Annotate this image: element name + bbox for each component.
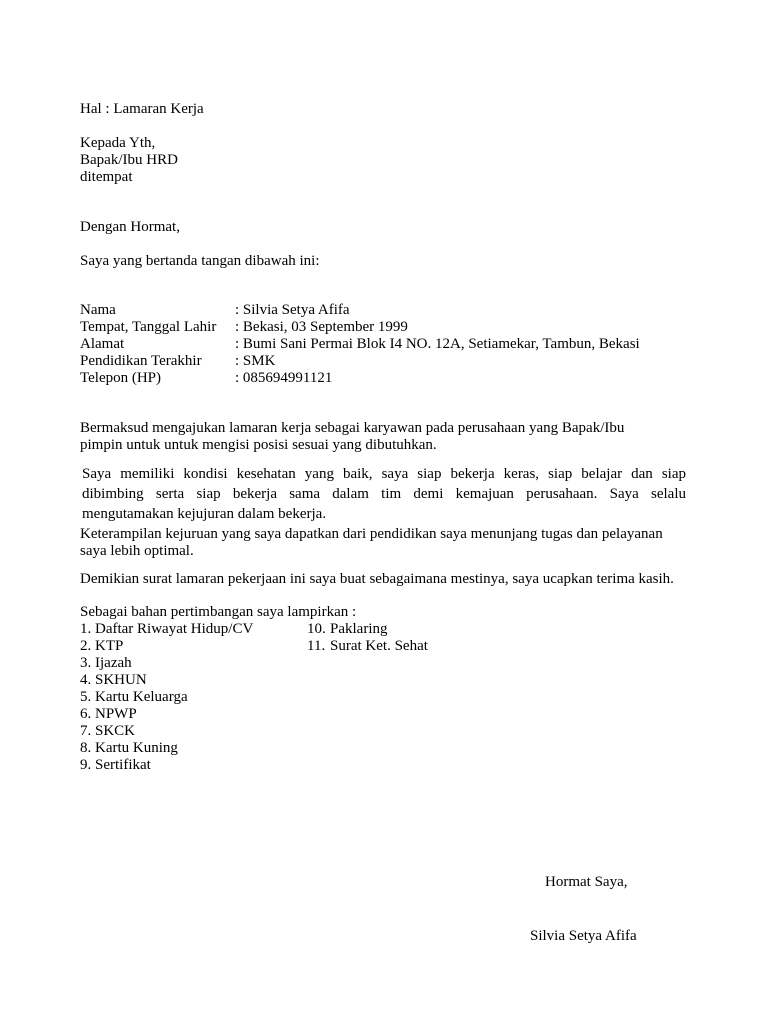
- paragraph-line: Saya memiliki kondisi kesehatan yang baik, saya siap bekerja keras, siap belajar dan siap: [82, 466, 686, 482]
- attachment-number: 3.: [80, 655, 92, 671]
- paragraph-line: Bermaksud mengajukan lamaran kerja sebagai karyawan pada perusahaan yang Bapak/Ibu: [80, 420, 625, 436]
- attachment-number: 10.: [307, 621, 326, 637]
- signature-name: Silvia Setya Afifa: [530, 928, 637, 944]
- attachment-item: Kartu Kuning: [95, 740, 178, 756]
- signoff: Hormat Saya,: [545, 874, 628, 890]
- identity-label: Tempat, Tanggal Lahir: [80, 319, 217, 335]
- subject-line: Hal : Lamaran Kerja: [80, 101, 204, 117]
- attachment-number: 9.: [80, 757, 92, 773]
- greeting: Dengan Hormat,: [80, 219, 180, 235]
- attachment-item: KTP: [95, 638, 124, 654]
- identity-value: : SMK: [235, 353, 276, 369]
- recipient-line-3: ditempat: [80, 169, 133, 185]
- paragraph-line: Keterampilan kejuruan yang saya dapatkan dari pendidikan saya menunjang tugas dan pelayanan: [80, 526, 663, 542]
- attachment-item: SKCK: [95, 723, 136, 739]
- identity-value: : Bekasi, 03 September 1999: [235, 319, 408, 335]
- identity-value: : 085694991121: [235, 370, 333, 386]
- attachment-number: 5.: [80, 689, 92, 705]
- paragraph-line: mengutamakan kejujuran dalam bekerja.: [82, 506, 327, 522]
- attachment-item: Kartu Keluarga: [95, 689, 188, 705]
- attachment-item: Paklaring: [330, 621, 388, 637]
- attachment-number: 2.: [80, 638, 92, 654]
- attachments-intro: Sebagai bahan pertimbangan saya lampirkan :: [80, 604, 357, 620]
- recipient-line-2: Bapak/Ibu HRD: [80, 152, 178, 168]
- identity-label: Pendidikan Terakhir: [80, 353, 202, 369]
- attachment-number: 4.: [80, 672, 92, 688]
- closing-paragraph: Demikian surat lamaran pekerjaan ini saya buat sebagaimana mestinya, saya ucapkan terima kasih.: [80, 571, 674, 587]
- identity-label: Alamat: [80, 336, 125, 352]
- attachment-item: Ijazah: [95, 655, 132, 671]
- attachment-number: 1.: [80, 621, 92, 637]
- paragraph-line: dibimbing serta siap bekerja sama dalam tim demi kemajuan perusahaan. Saya selalu: [82, 486, 686, 502]
- paragraph-line: pimpin untuk untuk mengisi posisi sesuai yang dibutuhkan.: [80, 437, 437, 453]
- attachment-item: Daftar Riwayat Hidup/CV: [95, 621, 254, 637]
- identity-value: : Silvia Setya Afifa: [235, 302, 350, 318]
- intro-line: Saya yang bertanda tangan dibawah ini:: [80, 253, 320, 269]
- attachment-item: Surat Ket. Sehat: [330, 638, 428, 654]
- attachment-number: 8.: [80, 740, 92, 756]
- attachment-item: NPWP: [95, 706, 137, 722]
- paragraph-line: saya lebih optimal.: [80, 543, 194, 559]
- identity-value: : Bumi Sani Permai Blok I4 NO. 12A, Setiamekar, Tambun, Bekasi: [235, 336, 640, 352]
- attachment-item: SKHUN: [95, 672, 147, 688]
- attachment-number: 6.: [80, 706, 92, 722]
- recipient-line-1: Kepada Yth,: [80, 135, 156, 151]
- attachment-number: 7.: [80, 723, 92, 739]
- identity-label: Telepon (HP): [80, 370, 162, 386]
- attachment-item: Sertifikat: [95, 757, 151, 773]
- identity-label: Nama: [80, 302, 116, 318]
- attachment-number: 11.: [307, 638, 326, 654]
